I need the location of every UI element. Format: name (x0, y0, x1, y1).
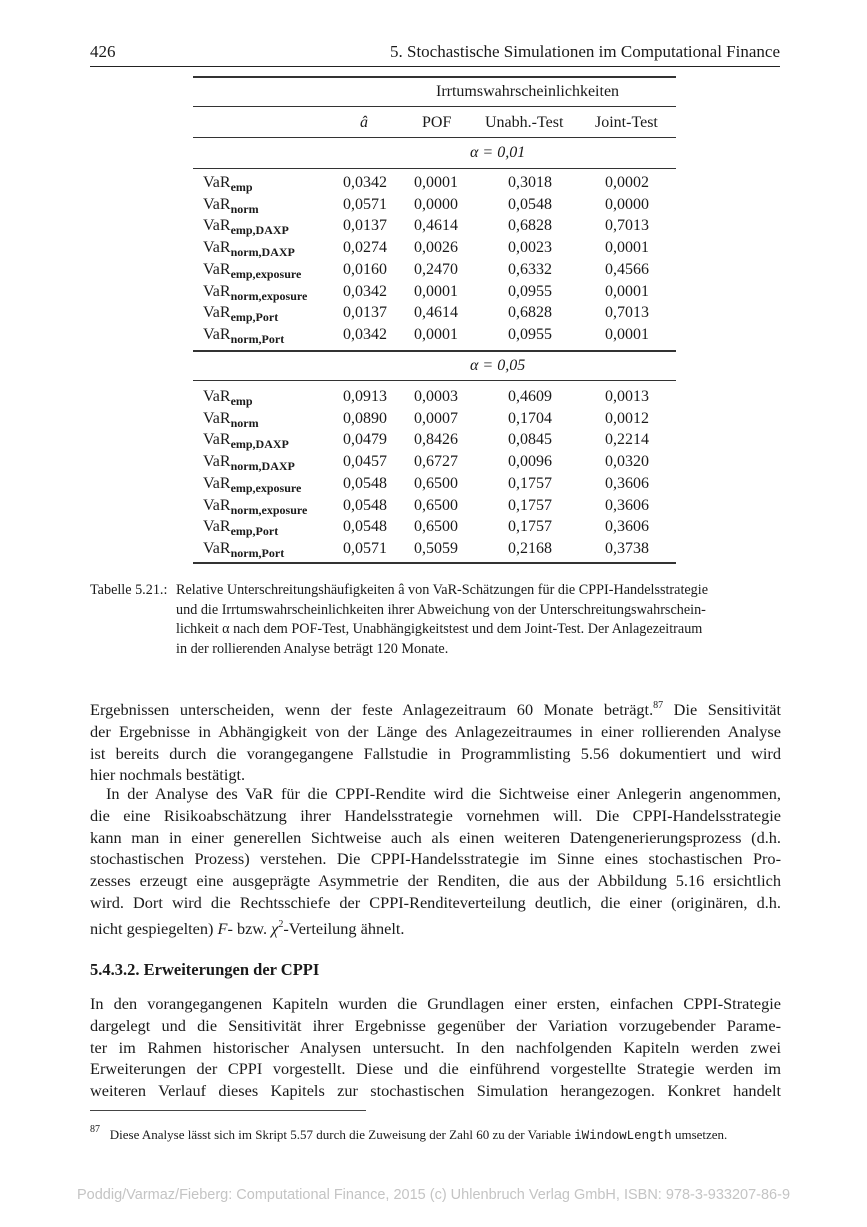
table-row (193, 430, 676, 452)
row-label-base: VaR (203, 539, 231, 557)
running-header (90, 42, 780, 66)
math-symbol: F (217, 918, 228, 938)
caption-line: in der rollierenden Analyse beträgt 120 Monate. (176, 640, 449, 657)
table-cell: 0,0548 (343, 474, 387, 492)
row-label-base: VaR (203, 496, 231, 514)
caption-line: und die Irrtumswahrscheinlichkeiten ihrer Abweichung von der Unterschreitungswahrschein- (176, 601, 706, 618)
row-label-base: VaR (203, 453, 231, 471)
table-cell: 0,0457 (343, 453, 387, 471)
row-label-base: VaR (203, 282, 231, 300)
table-cell: 0,0002 (605, 174, 649, 191)
table-row (193, 173, 676, 195)
table-row (193, 260, 676, 282)
row-label-subscript: norm,Port (230, 545, 285, 560)
row-label (203, 430, 289, 454)
header-rule (90, 66, 780, 67)
section-heading: 5.4.3.2. Erweiterungen der CPPI (90, 960, 320, 979)
row-label-subscript: norm,Port (230, 331, 285, 346)
table-cell: 0,2470 (414, 260, 458, 278)
table-cell: 0,0342 (343, 174, 387, 191)
table-row (193, 452, 676, 474)
row-label (203, 539, 284, 563)
col-header-joint: Joint-Test (595, 114, 658, 131)
table-row (193, 496, 676, 518)
table-cell: 0,4614 (414, 304, 458, 322)
table-cell: 0,0001 (414, 174, 458, 191)
row-label-base: VaR (203, 409, 231, 427)
caption-line: lichkeit α nach dem POF-Test, Unabhängigkeitstest und dem Joint-Test. Der Anlagezeitraum (176, 621, 703, 637)
page-number: 426 (90, 42, 116, 61)
row-label (203, 474, 301, 498)
row-label-subscript: norm,exposure (230, 288, 308, 303)
table-cell: 0,0571 (343, 195, 387, 213)
table-cell: 0,0137 (343, 304, 387, 322)
table-rule (193, 380, 676, 381)
row-label (203, 216, 289, 240)
table-cell: 0,0001 (605, 325, 649, 343)
table-row (193, 325, 676, 347)
row-label-subscript: emp,Port (230, 310, 279, 325)
group-header: Irrtumswahrscheinlichkeiten (436, 83, 620, 100)
paragraph-line: In der Analyse des VaR für die CPPI-Rendite wird die Sichtweise einer Anlegerin angenommen, (106, 784, 781, 803)
row-label-base: VaR (203, 239, 231, 257)
row-label-base: VaR (203, 304, 231, 322)
table-cell: 0,0000 (605, 195, 649, 213)
watermark: Poddig/Varmaz/Fieberg: Computational Finance, 2015 (c) Uhlenbruch Verlag GmbH, ISBN: 978-3-933207-86-9 (76, 1187, 791, 1203)
row-label-subscript: norm (230, 201, 259, 216)
footnote-ref[interactable]: 87 (653, 700, 664, 711)
paragraph-line: In den vorangegangenen Kapiteln wurden die Grundlagen einer ersten, einfachen CPPI-Strategie (90, 994, 781, 1013)
row-label (203, 496, 307, 520)
table-cell: 0,4614 (414, 217, 458, 235)
caption-line: Relative Unterschreitungshäufigkeiten â von VaR-Schätzungen für die CPPI-Handelsstrategie (176, 582, 709, 598)
table-cell: 0,0007 (414, 409, 458, 427)
table-cell: 0,0342 (343, 282, 387, 300)
row-label-subscript: emp,Port (230, 524, 279, 539)
table-cell: 0,0003 (414, 388, 458, 405)
table-cell: 0,0890 (343, 409, 387, 427)
table-cell: 0,6828 (508, 304, 552, 322)
row-label-base: VaR (203, 174, 231, 191)
row-label-subscript: emp,DAXP (230, 437, 289, 452)
table-cell: 0,0013 (605, 388, 649, 405)
row-label-base: VaR (203, 260, 231, 278)
table-cell: 0,0548 (508, 195, 552, 213)
paragraph-3 (90, 993, 781, 1102)
row-label-subscript: emp (230, 394, 253, 408)
table-cell: 0,0000 (414, 195, 458, 213)
table-cell: 0,7013 (605, 304, 649, 322)
row-label (203, 452, 295, 476)
table-cell: 0,0274 (343, 239, 387, 257)
table-row (193, 303, 676, 325)
table-rule (193, 106, 676, 107)
row-label (203, 195, 259, 219)
col-header-unabh: Unabh.-Test (485, 114, 564, 131)
table-cell: 0,3018 (508, 174, 552, 191)
row-label (203, 173, 253, 197)
row-label-base: VaR (203, 325, 231, 343)
paragraph-line: weiteren Verlauf dieses Kapitels zur stochastischen Simulation herangezogen. Konkret handelt (90, 1081, 781, 1101)
table-cell: 0,0845 (508, 431, 552, 449)
row-label (203, 409, 259, 433)
paragraph-line: hier nochmals bestätigt. (90, 765, 246, 785)
table-cell: 0,6500 (414, 518, 458, 536)
paragraph-line: der Ergebnisse in Abhängigkeit von der Länge des Anlagezeitraumes in einer rollierenden Analyse (90, 721, 781, 741)
row-label-subscript: emp,exposure (230, 480, 302, 495)
table-cell: 0,0955 (508, 282, 552, 300)
table-cell: 0,4609 (508, 388, 552, 405)
table-cell: 0,6828 (508, 217, 552, 235)
table-cell: 0,3606 (605, 518, 649, 536)
row-label-base: VaR (203, 217, 231, 235)
footnote (90, 1124, 727, 1143)
row-label-base: VaR (203, 474, 231, 492)
row-label-subscript: norm,exposure (230, 502, 308, 517)
table-cell: 0,0001 (605, 282, 649, 300)
row-label-subscript: norm,DAXP (230, 459, 295, 474)
table-mid-rule (193, 350, 676, 352)
table-cell: 0,0001 (605, 239, 649, 257)
math-symbol: χ (271, 918, 279, 938)
table-cell: 0,0955 (508, 325, 552, 343)
table-cell: 0,7013 (605, 217, 649, 235)
table-rule (193, 168, 676, 169)
footnote-text: umsetzen. (671, 1127, 728, 1142)
table-row (193, 539, 676, 561)
text-fragment: - bzw. (227, 918, 272, 938)
section-label-alpha-001: α = 0,01 (470, 144, 526, 161)
paragraph-line: ter im Rahmen historischer Analysen untersucht. In den nachfolgenden Kapiteln werden zwei (90, 1037, 781, 1057)
table-cell: 0,6500 (414, 496, 458, 514)
table-cell: 0,0548 (343, 496, 387, 514)
table-cell: 0,1704 (508, 409, 552, 427)
caption-text (176, 581, 781, 659)
row-label-base: VaR (203, 518, 231, 536)
table-cell: 0,0342 (343, 325, 387, 343)
table-cell: 0,8426 (414, 431, 458, 449)
paragraph-line: die eine Risikoabschätzung ihrer Handelsstrategie vornehmen will. Die CPPI-Handelsstrategie (90, 805, 781, 825)
text-fragment: -Verteilung ähnelt. (283, 918, 405, 938)
table-cell: 0,0026 (414, 239, 458, 257)
table-cell: 0,0571 (343, 539, 387, 557)
table-rule (193, 137, 676, 138)
table-cell: 0,2214 (605, 431, 649, 449)
row-label-subscript: norm (230, 415, 259, 430)
table-row (193, 282, 676, 304)
caption-label: Tabelle 5.21.: (90, 582, 168, 598)
table-cell: 0,3738 (605, 539, 649, 557)
table-cell: 0,0096 (508, 453, 552, 471)
table-cell: 0,4566 (605, 260, 649, 278)
table-bottom-rule (193, 562, 676, 564)
table-cell: 0,1757 (508, 518, 552, 536)
table-row (193, 216, 676, 238)
row-label (203, 260, 301, 284)
paragraph-line: stochastischen Prozess) verstehen. Die CPPI-Handelsstrategie im Sinne eines stochastischen Pro- (90, 849, 781, 869)
text-fragment: Die Sensitivität (663, 700, 781, 719)
table-cell: 0,1757 (508, 496, 552, 514)
paragraph-line (90, 914, 781, 940)
table-cell: 0,3606 (605, 496, 649, 514)
col-header-ahat: â (360, 114, 368, 131)
text-fragment: nicht gespiegelten) (90, 918, 218, 938)
table-cell: 0,6500 (414, 474, 458, 492)
row-label (203, 517, 278, 541)
table-row (193, 474, 676, 496)
paragraph-line: Erweiterungen der CPPI vorgestellt. Diese und die einführend vorgestellte Strategie werden im (90, 1059, 781, 1079)
table-cell: 0,2168 (508, 539, 552, 557)
table-cell: 0,0137 (343, 217, 387, 235)
table-cell: 0,1757 (508, 474, 552, 492)
table-row (193, 517, 676, 539)
table-top-rule (193, 76, 676, 78)
footnote-text: Diese Analyse lässt sich im Skript 5.57 durch die Zuweisung der Zahl 60 zu der Variable (109, 1127, 575, 1142)
row-label-subscript: emp,DAXP (230, 223, 289, 238)
row-label-subscript: emp,exposure (230, 266, 302, 281)
table-cell: 0,3606 (605, 474, 649, 492)
row-label-subscript: norm,DAXP (230, 245, 295, 260)
table-cell: 0,0160 (343, 260, 387, 278)
col-header-pof: POF (422, 114, 452, 131)
math-exponent: 2 (278, 918, 284, 930)
row-label-subscript: emp (230, 180, 253, 194)
table-cell: 0,0012 (605, 409, 649, 427)
table-cell: 0,0023 (508, 239, 552, 257)
paragraph-line: dargelegt und die Sensitivität ihrer Ergebnisse gegenüber der Variation vorzugebender Parame- (90, 1015, 781, 1035)
table-row (193, 195, 676, 217)
table-cell: 0,6332 (508, 260, 552, 278)
table-row (193, 387, 676, 409)
row-label (203, 238, 295, 262)
row-label-base: VaR (203, 388, 231, 405)
paragraph-line: kann man in einer generellen Sichtweise auch als einen weiteren Datengenerierungsprozess (d.h. (90, 827, 781, 847)
table-cell: 0,0548 (343, 518, 387, 536)
footnote-code: iWindowLength (574, 1129, 672, 1143)
table-row (193, 409, 676, 431)
table-cell: 0,0479 (343, 431, 387, 449)
row-label-base: VaR (203, 431, 231, 449)
table-cell: 0,0001 (414, 282, 458, 300)
table-cell: 0,0913 (343, 388, 387, 405)
paragraph-line: zesses erzeugt eine ausgeprägte Asymmetrie der Renditen, die aus der Abbildung 5.16 ersichtlich (90, 871, 781, 891)
table-cell: 0,0001 (414, 325, 458, 343)
row-label (203, 303, 278, 327)
paragraph-line (90, 695, 781, 721)
row-label (203, 325, 284, 349)
footnote-number: 87 (90, 1124, 100, 1135)
paragraph-2 (90, 783, 781, 940)
section-label-alpha-005: α = 0,05 (470, 357, 526, 374)
paragraph-line: ist bereits durch die vorangegangene Fallstudie in Programmlisting 5.56 dokumentiert und wird (90, 743, 781, 763)
row-label-base: VaR (203, 195, 231, 213)
table-cell: 0,5059 (414, 539, 458, 557)
row-label (203, 282, 307, 306)
paragraph-line: wird. Dort wird die Rechtsschiefe der CPPI-Renditeverteilung deutlich, die einer (originären, d.h. (90, 892, 781, 912)
table-cell: 0,0320 (605, 453, 649, 471)
chapter-title: 5. Stochastische Simulationen im Computational Finance (389, 42, 780, 61)
table-cell: 0,6727 (414, 453, 458, 471)
table-row (193, 238, 676, 260)
paragraph-1 (90, 695, 781, 786)
row-label (203, 387, 253, 411)
footnote-rule (90, 1110, 366, 1111)
text-fragment: Ergebnissen unterscheiden, wenn der feste Anlagezeitraum 60 Monate beträgt. (90, 700, 654, 719)
